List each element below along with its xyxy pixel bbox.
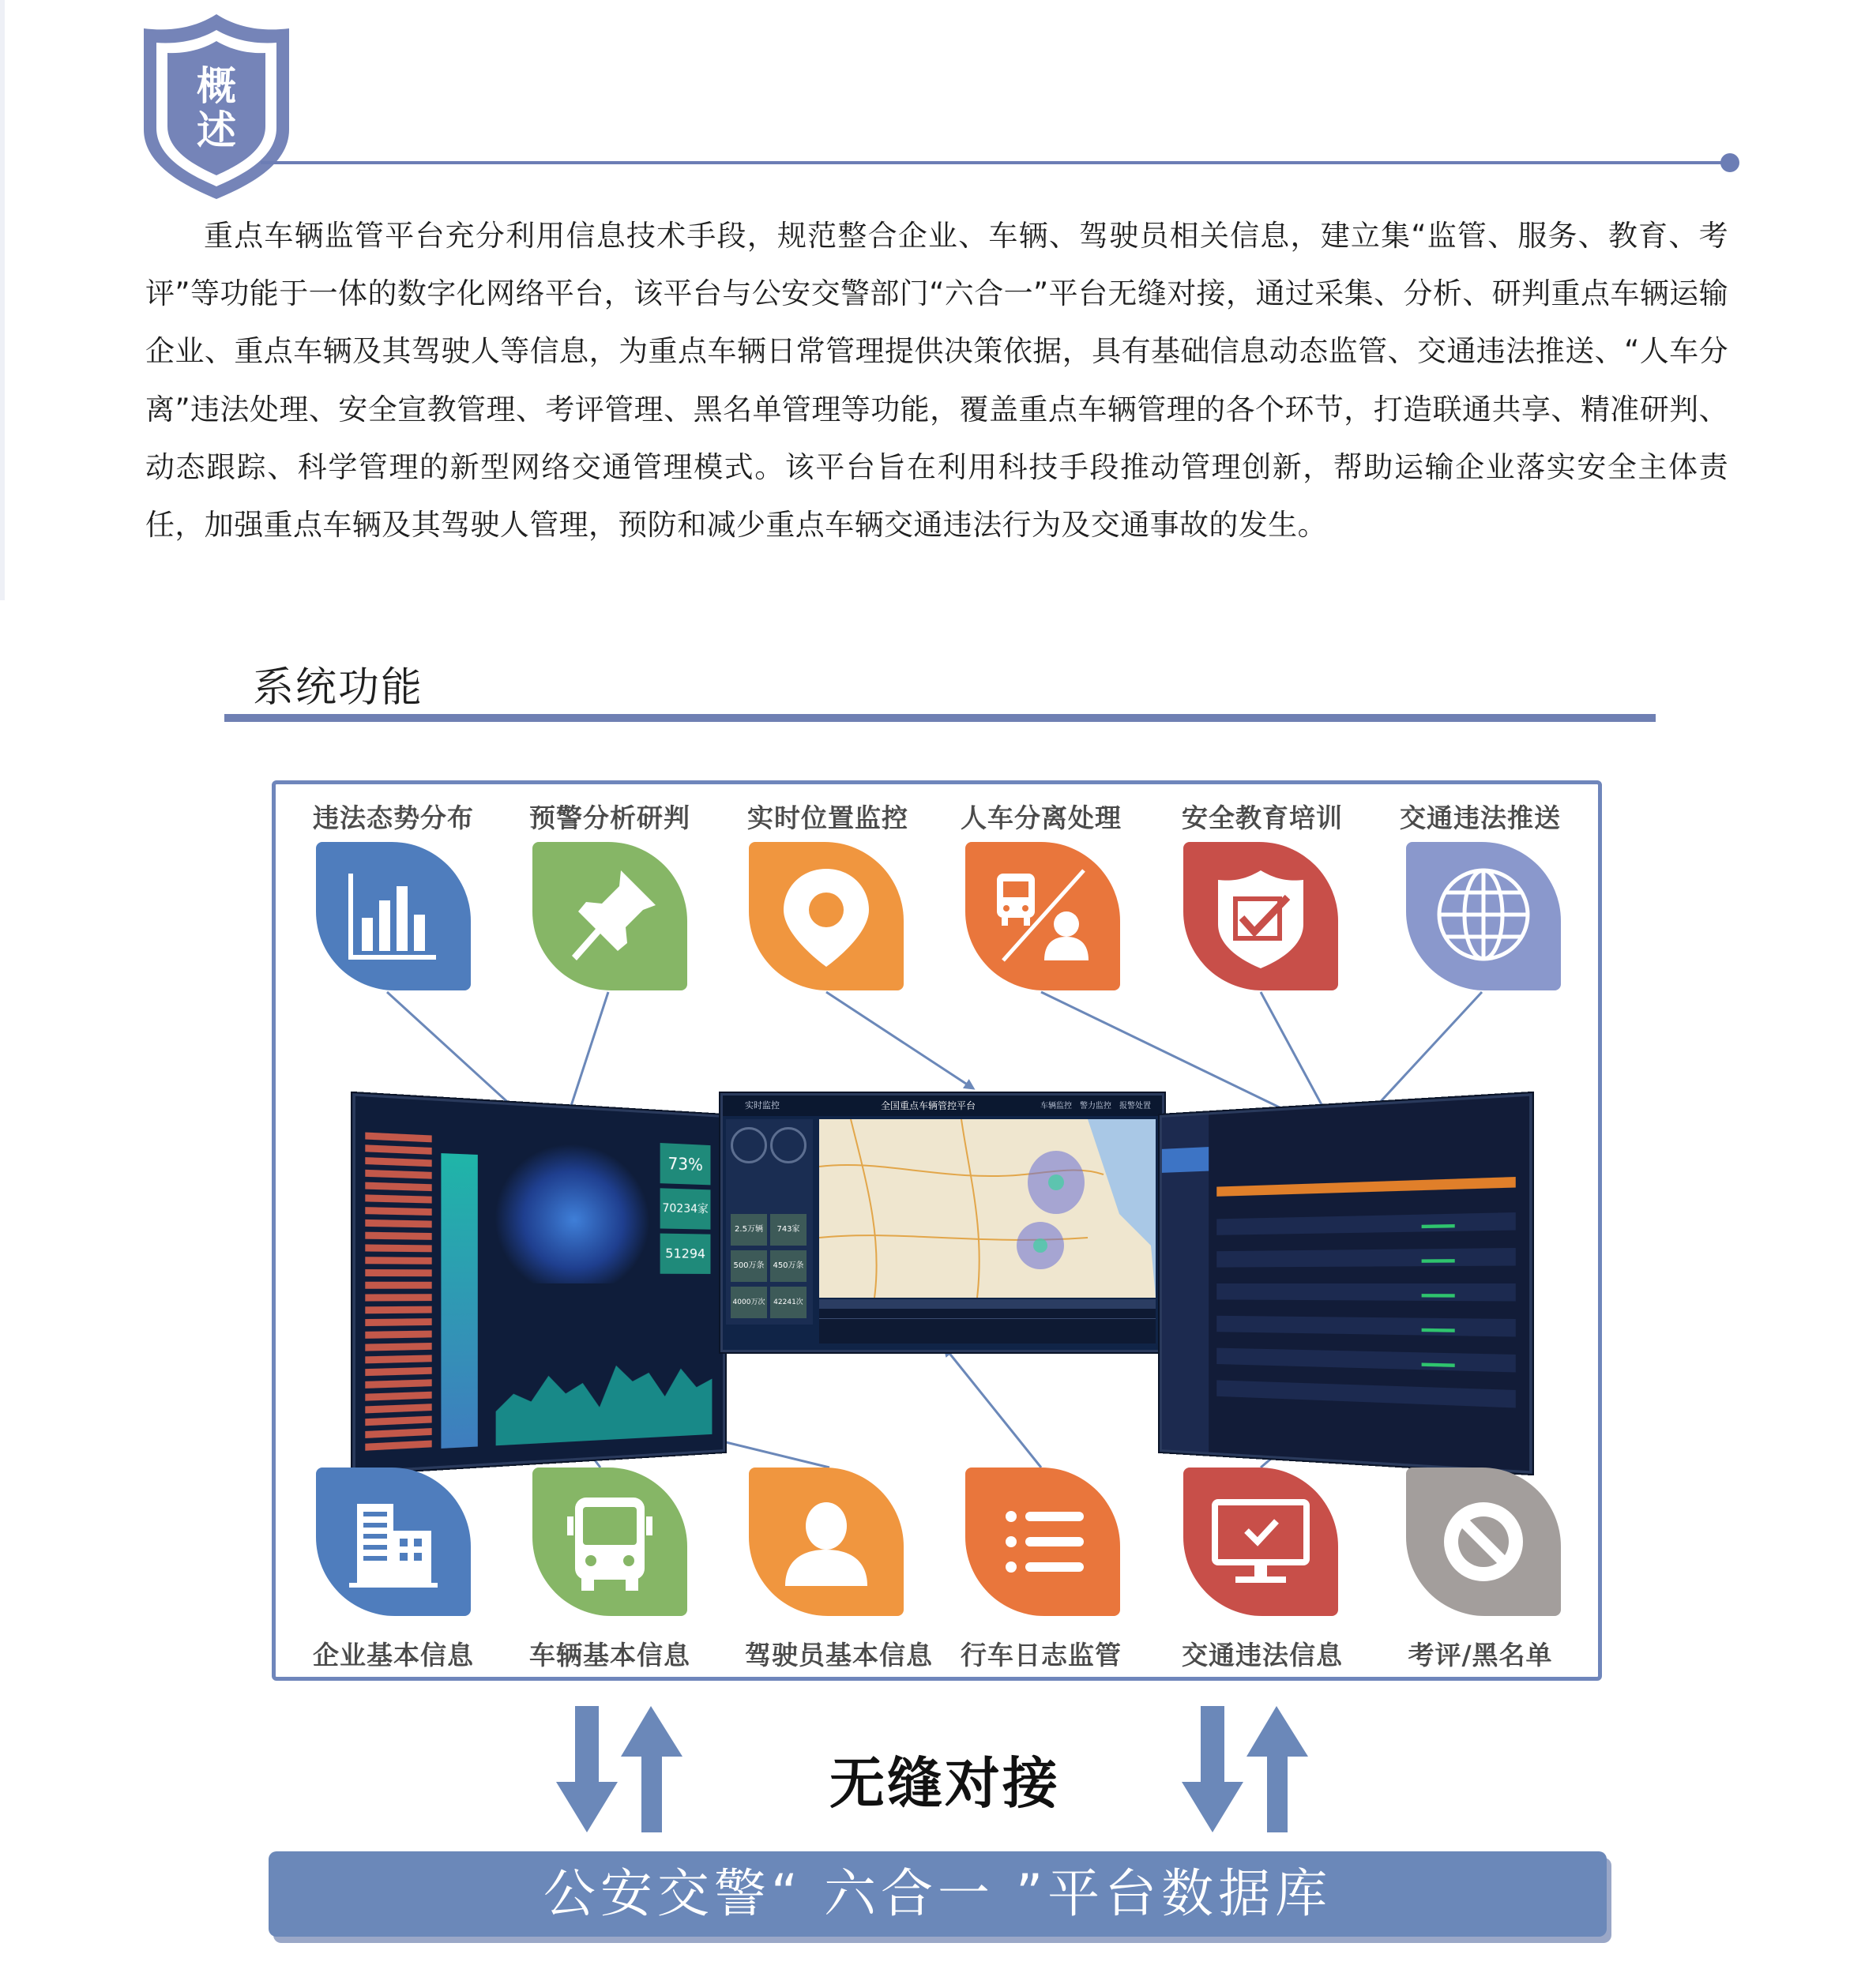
header-rule-dot xyxy=(1720,153,1739,172)
bus-icon xyxy=(532,1468,687,1616)
function-label-warning-analysis: 预警分析研判 xyxy=(529,802,690,833)
tile-driver-info[interactable] xyxy=(749,1468,904,1616)
driver-person-icon xyxy=(749,1468,904,1616)
seamless-docking-label: 无缝对接 xyxy=(829,1751,1060,1816)
tile-person-vehicle-separation[interactable] xyxy=(965,842,1120,990)
tile-enterprise-info[interactable] xyxy=(316,1468,471,1616)
bus-person-split-icon xyxy=(965,842,1120,990)
tile-driving-log[interactable] xyxy=(965,1468,1120,1616)
area-trend-chart xyxy=(496,1339,713,1445)
badge-char-1: 概 xyxy=(197,63,236,109)
pushpin-icon xyxy=(532,842,687,990)
intro-paragraph: 重点车辆监管平台充分利用信息技术手段，规范整合企业、车辆、驾驶员相关信息，建立集“监管、服务、教育、考评”等功能于一体的数字化网络平台，该平台与公安交警部门“六合一”平台无缝对接，通过采集、分析、研判重点车辆运输企业、重点车辆及其驾驶人等信息，为重点车辆日常管理提供决策依据，具有基础信息动态监管、交通违法推送、“人车分离”违法处理、安全宣教管理、考评管理、黑名单管理等功能，覆盖重点车辆管理的各个环节，打造联通共享、精准研判、动态跟踪、科学管理的新型网络交通管理模式。该平台旨在利用科技手段推动管理创新，帮助运输企业落实安全主体责任，加强重点车辆及其驾驶人管理，预防和减少重点车辆交通违法行为及交通事故的发生。 xyxy=(145,219,1728,543)
heat-map xyxy=(496,1138,649,1283)
tile-realtime-location[interactable] xyxy=(749,842,904,990)
function-label-driving-log: 行车日志监管 xyxy=(961,1640,1122,1670)
page-edge xyxy=(0,0,5,600)
gauge-icon xyxy=(731,1127,767,1163)
dashboard-screen-left xyxy=(352,1093,725,1474)
sync-arrows-left-icon xyxy=(553,1706,711,1837)
vehicle-table xyxy=(819,1299,1156,1343)
section-title: 系统功能 xyxy=(253,664,424,712)
shield-check-icon xyxy=(1183,842,1338,990)
stat-tile-1: 73% xyxy=(660,1143,711,1185)
dashboard-screen-right xyxy=(1160,1093,1532,1474)
tile-violation-info[interactable] xyxy=(1183,1468,1338,1616)
violation-table-rows xyxy=(1216,1195,1516,1408)
tile-warning-analysis[interactable] xyxy=(532,842,687,990)
gauge-icon xyxy=(770,1127,807,1163)
tile-violation-distribution[interactable] xyxy=(316,842,471,990)
function-label-violation-push: 交通违法推送 xyxy=(1400,802,1561,833)
stat-tile-2: 70234家 xyxy=(660,1188,711,1229)
dashboard-screen-center xyxy=(720,1093,1164,1352)
tile-vehicle-info[interactable] xyxy=(532,1468,687,1616)
function-label-person-vehicle-separation: 人车分离处理 xyxy=(961,802,1122,833)
function-label-driver-info: 驾驶员基本信息 xyxy=(745,1640,933,1670)
header-rule xyxy=(261,161,1730,164)
function-label-evaluation-blacklist: 考评/黑名单 xyxy=(1408,1640,1553,1670)
prohibited-icon xyxy=(1406,1468,1561,1616)
tile-violation-push[interactable] xyxy=(1406,842,1561,990)
badge-char-2: 述 xyxy=(197,107,236,153)
center-tab-alarm[interactable]: 报警处置 xyxy=(1119,1102,1151,1110)
function-label-safety-training: 安全教育培训 xyxy=(1182,802,1343,833)
center-tab-police[interactable]: 警力监控 xyxy=(1080,1102,1111,1110)
function-label-violation-distribution: 违法态势分布 xyxy=(313,802,474,833)
bar-chart-icon xyxy=(316,842,471,990)
map-view[interactable] xyxy=(819,1119,1156,1298)
center-screen-title: 全国重点车辆管控平台 xyxy=(881,1100,976,1111)
function-label-realtime-location: 实时位置监控 xyxy=(747,802,908,833)
stat-tile-3: 51294 xyxy=(660,1234,711,1274)
center-screen-header xyxy=(723,1095,1162,1116)
database-label: 公安交警“ 六合一 ”平台数据库 xyxy=(543,1863,1333,1924)
monitor-check-icon xyxy=(1183,1468,1338,1616)
table-header xyxy=(1216,1177,1516,1197)
sidebar-active-item[interactable] xyxy=(1162,1147,1209,1173)
function-label-violation-info: 交通违法信息 xyxy=(1182,1640,1343,1670)
center-tab-vehicle[interactable]: 车辆监控 xyxy=(1040,1102,1072,1110)
map-roads xyxy=(819,1119,1156,1298)
section-underline xyxy=(224,714,1656,722)
kpi-4: 450万条 xyxy=(770,1250,807,1282)
kpi-3: 500万条 xyxy=(731,1250,767,1282)
kpi-panel xyxy=(726,1119,813,1325)
list-icon xyxy=(965,1468,1120,1616)
sync-arrows-right-icon xyxy=(1179,1706,1337,1837)
function-label-enterprise-info: 企业基本信息 xyxy=(313,1640,474,1670)
funnel-chart xyxy=(441,1153,477,1449)
kpi-5: 4000万次 xyxy=(731,1287,767,1318)
overview-badge-icon xyxy=(139,11,294,201)
kpi-1: 2.5万辆 xyxy=(731,1214,767,1246)
function-label-vehicle-info: 车辆基本信息 xyxy=(529,1640,690,1670)
ranking-bars xyxy=(365,1133,431,1452)
status-column xyxy=(1422,1214,1455,1389)
location-pin-icon xyxy=(749,842,904,990)
building-icon xyxy=(316,1468,471,1616)
center-tab-realtime[interactable]: 实时监控 xyxy=(745,1100,780,1110)
tile-safety-training[interactable] xyxy=(1183,842,1338,990)
kpi-6: 42241次 xyxy=(770,1287,807,1318)
globe-icon xyxy=(1406,842,1561,990)
tile-evaluation-blacklist[interactable] xyxy=(1406,1468,1561,1616)
kpi-2: 743家 xyxy=(770,1214,807,1246)
